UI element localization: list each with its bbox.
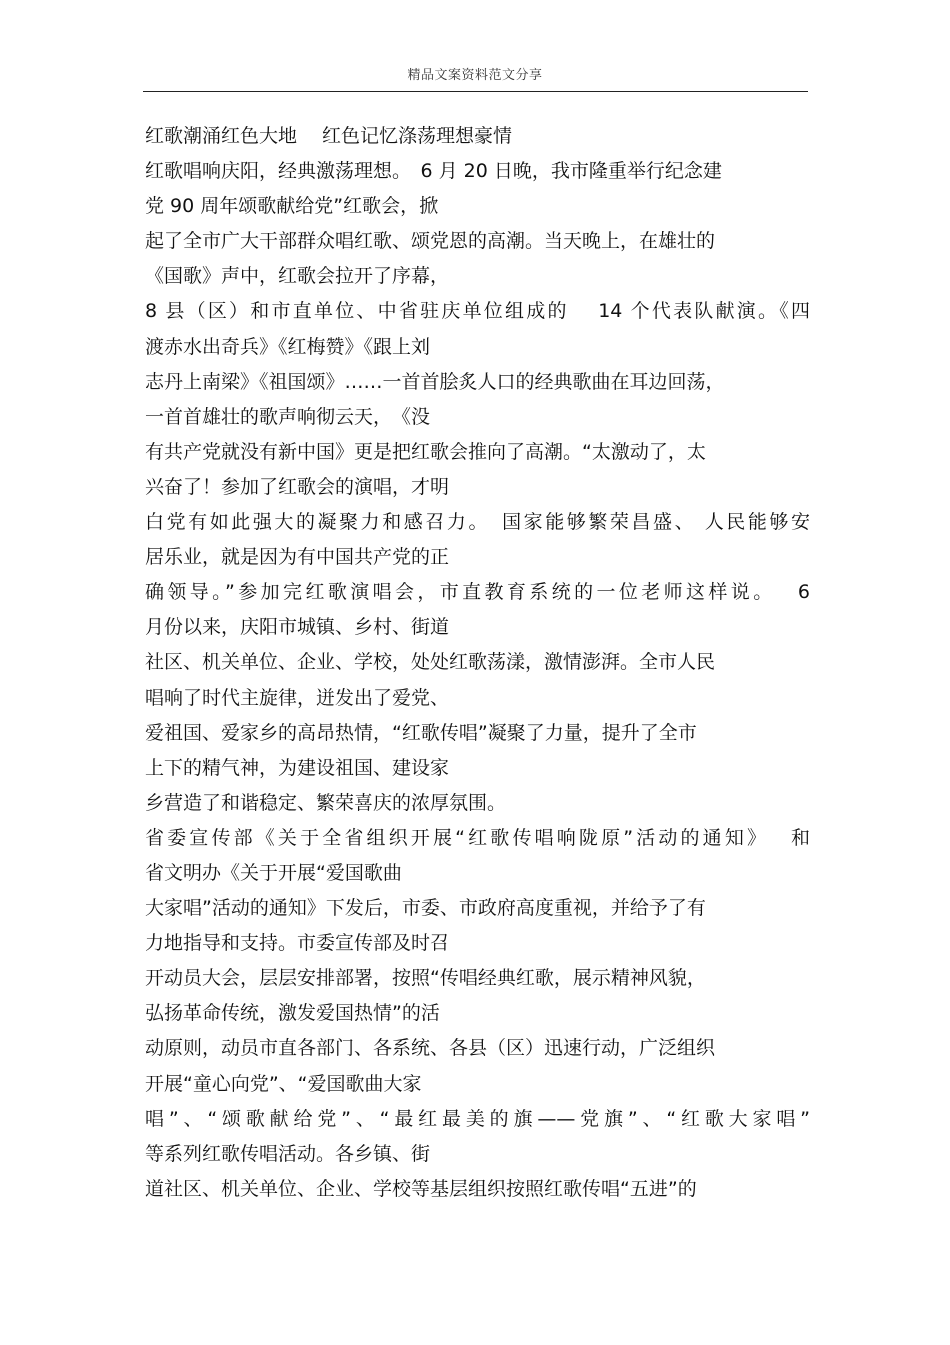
text-line: 开展“童心向党”、“爱国歌曲大家 (145, 1072, 422, 1095)
text-line: 省文明办《关于开展“爱国歌曲 (145, 861, 402, 884)
text-line: 唱”、“颂歌献给党”、“最红最美的旗——党旗”、“红歌大家唱” (145, 1107, 810, 1130)
header-divider (143, 91, 808, 92)
text-line: 唱响了时代主旋律，迸发出了爱党、 (145, 686, 450, 709)
text-line: 起了全市广大干部群众唱红歌、颂党恩的高潮。当天晚上，在雄壮的 (145, 230, 716, 253)
text-line: 兴奋了！参加了红歌会的演唱，才明 (145, 475, 450, 498)
text-line: 弘扬革命传统，激发爱国热情”的活 (145, 1002, 440, 1025)
text-line: 党 90 周年颂歌献给党”红歌会，掀 (145, 195, 439, 218)
text-line: 渡赤水出奇兵》《红梅赞》《跟上刘 (145, 335, 431, 358)
text-line: 红歌潮涌红色大地 红色记忆涤荡理想豪情 (145, 125, 513, 147)
text-line: 红歌唱响庆阳，经典激荡理想。 6 月 20 日晚，我市隆重举行纪念建 (145, 160, 722, 183)
text-line: 《国歌》声中，红歌会拉开了序幕， (145, 265, 450, 288)
text-line: 大家唱”活动的通知》下发后，市委、市政府高度重视，并给予了有 (145, 897, 706, 920)
text-line: 等系列红歌传唱活动。各乡镇、街 (145, 1142, 431, 1165)
page-header: 精品文案资料范文分享 (407, 68, 543, 83)
text-line: 力地指导和支持。市委宣传部及时召 (145, 932, 450, 955)
text-line: 省委宣传部《关于全省组织开展“红歌传唱响陇原”活动的通知》 和 (145, 826, 810, 849)
text-line: 志丹上南梁》《祖国颂》……一首首脍炙人口的经典歌曲在耳边回荡， (145, 370, 725, 393)
text-line: 社区、机关单位、企业、学校，处处红歌荡漾，激情澎湃。全市人民 (145, 651, 716, 674)
text-line: 白党有如此强大的凝聚力和感召力。 国家能够繁荣昌盛、 人民能够安 (145, 511, 810, 534)
text-line: 动原则，动员市直各部门、各系统、各县（区）迅速行动，广泛组织 (145, 1037, 716, 1060)
article-body (145, 119, 810, 1207)
text-line: 确领导。”参加完红歌演唱会，市直教育系统的一位老师这样说。 6 (145, 581, 810, 604)
text-line: 上下的精气神，为建设祖国、建设家 (145, 756, 450, 779)
text-line: 一首首雄壮的歌声响彻云天， 《没 (145, 405, 431, 428)
text-line: 开动员大会，层层安排部署，按照“传唱经典红歌，展示精神风貌， (145, 967, 706, 990)
text-line: 居乐业，就是因为有中国共产党的正 (145, 546, 450, 569)
text-line: 道社区、机关单位、企业、学校等基层组织按照红歌传唱“五进”的 (145, 1177, 697, 1200)
text-line: 月份以来，庆阳市城镇、乡村、街道 (145, 616, 450, 639)
text-line: 有共产党就没有新中国》更是把红歌会推向了高潮。“太激动了，太 (145, 440, 706, 463)
text-line: 8 县（区）和市直单位、中省驻庆单位组成的 14 个代表队献演。《四 (145, 300, 810, 323)
text-line: 爱祖国、爱家乡的高昂热情，“红歌传唱”凝聚了力量，提升了全市 (145, 721, 697, 744)
text-line: 乡营造了和谐稳定、繁荣喜庆的浓厚氛围。 (145, 791, 507, 814)
